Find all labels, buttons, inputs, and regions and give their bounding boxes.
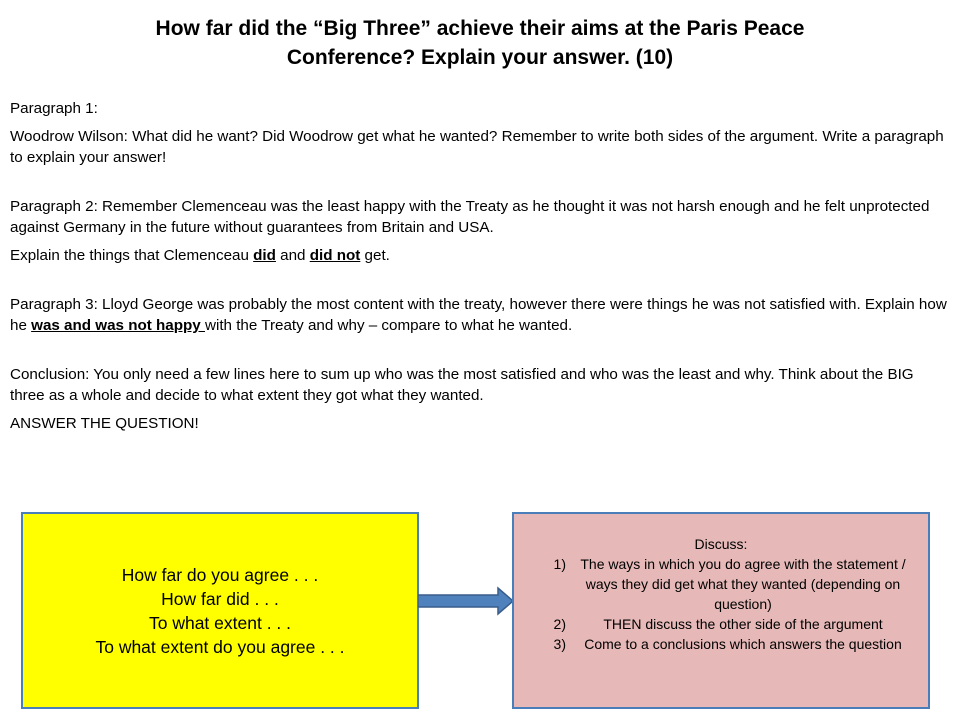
list-number: 1)	[553, 556, 566, 572]
list-number: 3)	[553, 636, 566, 652]
paragraph1-heading: Paragraph 1:	[10, 100, 98, 117]
paragraph2-explain	[10, 245, 950, 266]
title-line-1: How far did the “Big Three” achieve their aims at the Paris Peace	[155, 17, 805, 40]
paragraph3-text	[10, 294, 950, 336]
page-title	[60, 14, 900, 72]
stem-line: How far did . . .	[161, 588, 279, 609]
paragraph3-pre: Paragraph 3: Lloyd George was probably the most content with the treaty, however there were things he was not satisfied with. Explain how he	[10, 296, 947, 334]
explain-pre: Explain the things that Clemenceau	[10, 247, 254, 264]
title-line-2: Conference? Explain your answer. (10)	[286, 46, 674, 69]
instructions	[10, 98, 950, 434]
list-item	[530, 614, 912, 634]
list-item	[530, 634, 912, 654]
discuss-box	[512, 512, 930, 709]
paragraph1-text: Woodrow Wilson: What did he want? Did Woodrow get what he wanted? Remember to write both sides of the argument. Write a paragraph to explain your answer!	[10, 128, 944, 166]
did-emphasis: did	[253, 247, 276, 264]
list-text: THEN discuss the other side of the argument	[603, 616, 883, 632]
paragraph3-post: with the Treaty and why – compare to what he wanted.	[204, 317, 573, 334]
stem-line: To what extent . . .	[148, 612, 292, 633]
explain-and: and	[275, 247, 310, 264]
explain-post: get.	[360, 247, 390, 264]
discuss-heading: Discuss:	[694, 536, 748, 552]
conclusion-text: Conclusion: You only need a few lines here to sum up who was the most satisfied and who was the least and why. Think about the BIG three as a whole and decide to what extent they got what they wanted.	[10, 366, 914, 404]
stem-line: How far do you agree . . .	[121, 564, 319, 585]
list-text: Come to a conclusions which answers the question	[584, 636, 902, 652]
stem-line: To what extent do you agree . . .	[95, 636, 345, 657]
discuss-list	[530, 554, 912, 654]
answer-the-question: ANSWER THE QUESTION!	[10, 415, 199, 432]
paragraph2-text: Paragraph 2: Remember Clemenceau was the least happy with the Treaty as he thought it was not harsh enough and he felt unprotected against Germany in the future without guarantees from Britain and USA.	[10, 198, 930, 236]
list-item	[530, 554, 912, 614]
list-number: 2)	[553, 616, 566, 632]
question-stems-box	[21, 512, 419, 709]
did-not-emphasis: did not	[309, 247, 361, 264]
was-and-was-not-happy-emphasis: was and was not happy	[31, 317, 205, 334]
right-arrow-icon	[418, 584, 514, 618]
list-text: The ways in which you do agree with the statement / ways they did get what they wanted (depending on question)	[580, 556, 906, 612]
